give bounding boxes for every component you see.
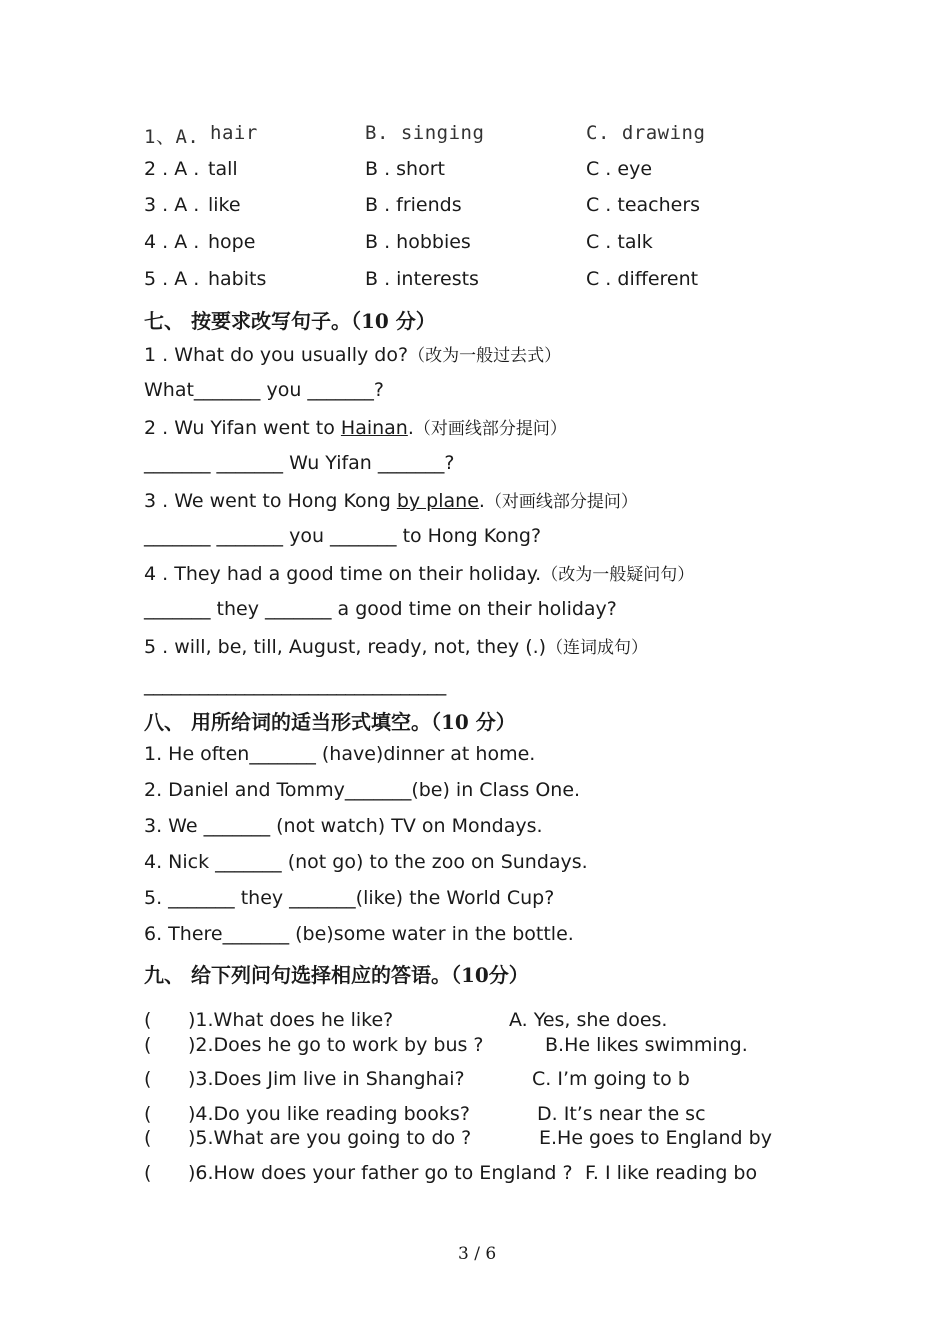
rewrite-q3-underlined: by plane xyxy=(396,490,479,512)
option-1-num: 1、A. xyxy=(144,126,200,148)
option-2a: tall xyxy=(208,158,238,180)
option-3-num: 3 . A . xyxy=(144,194,200,216)
fill-item-5: 5. _______ they _______(like) the World Cup? xyxy=(144,887,555,909)
rewrite-q5 xyxy=(144,633,648,658)
match-3-question: )3.Does Jim live in Shanghai? xyxy=(188,1068,465,1090)
fill-item-1: 1. He often_______ (have)dinner at home. xyxy=(144,743,536,765)
option-4a: hope xyxy=(208,231,256,253)
match-5-question: )5.What are you going to do ? xyxy=(188,1127,472,1149)
match-1-answer: A. Yes, she does. xyxy=(509,1009,668,1031)
option-1a: hair xyxy=(210,122,258,144)
rewrite-q5-text: 5 . will, be, till, August, ready, not, they (.) xyxy=(144,636,547,658)
option-4-num: 4 . A . xyxy=(144,231,200,253)
rewrite-q1-note: （改为一般过去式） xyxy=(408,346,562,366)
rewrite-q4-note: （改为一般疑问句） xyxy=(541,565,695,585)
match-3-answer: C. I’m going to b xyxy=(532,1068,690,1090)
option-5a: habits xyxy=(208,268,267,290)
rewrite-q3-period: . xyxy=(478,490,485,512)
match-4-answer: D. It’s near the sc xyxy=(537,1103,706,1125)
match-6-question: )6.How does your father go to England ? xyxy=(188,1162,573,1184)
rewrite-q2 xyxy=(144,414,567,439)
fill-item-2: 2. Daniel and Tommy_______(be) in Class One. xyxy=(144,779,581,801)
rewrite-a2: _______ _______ Wu Yifan _______? xyxy=(144,452,455,474)
match-5-paren: ( xyxy=(144,1127,152,1149)
match-1-question: )1.What does he like? xyxy=(188,1009,394,1031)
rewrite-a5: _________________________________ xyxy=(144,674,446,696)
match-4-paren: ( xyxy=(144,1103,152,1125)
fill-item-3: 3. We _______ (not watch) TV on Mondays. xyxy=(144,815,543,837)
option-2b: B . short xyxy=(365,158,445,180)
rewrite-q2-underlined: Hainan xyxy=(340,417,408,439)
option-1b: B. singing xyxy=(365,122,485,144)
section7-heading: 七、 按要求改写句子。（10 分） xyxy=(144,309,436,333)
option-5b: B . interests xyxy=(365,268,479,290)
option-2c: C . eye xyxy=(586,158,653,180)
option-3c: C . teachers xyxy=(586,194,701,216)
rewrite-q3-note: （对画线部分提问） xyxy=(484,492,638,512)
match-2-answer: B.He likes swimming. xyxy=(545,1034,748,1056)
match-2-question: )2.Does he go to work by bus ? xyxy=(188,1034,484,1056)
fill-item-4: 4. Nick _______ (not go) to the zoo on Sundays. xyxy=(144,851,588,873)
rewrite-a4: _______ they _______ a good time on their holiday? xyxy=(144,598,617,620)
section9-heading: 九、 给下列问句选择相应的答语。（10分） xyxy=(144,963,529,987)
page-number: 3 / 6 xyxy=(458,1244,497,1264)
rewrite-q2-period: . xyxy=(407,417,414,439)
option-2-num: 2 . A . xyxy=(144,158,200,180)
match-6-answer: F. I like reading bo xyxy=(585,1162,758,1184)
rewrite-q2-note: （对画线部分提问） xyxy=(413,419,567,439)
rewrite-a3: _______ _______ you _______ to Hong Kong? xyxy=(144,525,542,547)
rewrite-a1: What_______ you _______? xyxy=(144,379,384,401)
rewrite-q1-text: 1 . What do you usually do? xyxy=(144,344,409,366)
option-3b: B . friends xyxy=(365,194,462,216)
match-5-answer: E.He goes to England by xyxy=(539,1127,772,1149)
match-3-paren: ( xyxy=(144,1068,152,1090)
rewrite-q2-text: 2 . Wu Yifan went to xyxy=(144,417,341,439)
rewrite-q4 xyxy=(144,560,694,585)
rewrite-q3 xyxy=(144,487,638,512)
fill-item-6: 6. There_______ (be)some water in the bottle. xyxy=(144,923,574,945)
rewrite-q5-note: （连词成句） xyxy=(546,638,649,658)
option-1c: C. drawing xyxy=(586,122,706,144)
match-1-paren: ( xyxy=(144,1009,152,1031)
option-4c: C . talk xyxy=(586,231,653,253)
section8-heading: 八、 用所给词的适当形式填空。（10 分） xyxy=(144,710,516,734)
match-4-question: )4.Do you like reading books? xyxy=(188,1103,470,1125)
option-5-num: 5 . A . xyxy=(144,268,200,290)
rewrite-q1 xyxy=(144,341,561,366)
match-2-paren: ( xyxy=(144,1034,152,1056)
option-3a: like xyxy=(208,194,241,216)
match-6-paren: ( xyxy=(144,1162,152,1184)
option-5c: C . different xyxy=(586,268,699,290)
rewrite-q4-text: 4 . They had a good time on their holiday. xyxy=(144,563,542,585)
rewrite-q3-text: 3 . We went to Hong Kong xyxy=(144,490,397,512)
option-4b: B . hobbies xyxy=(365,231,471,253)
